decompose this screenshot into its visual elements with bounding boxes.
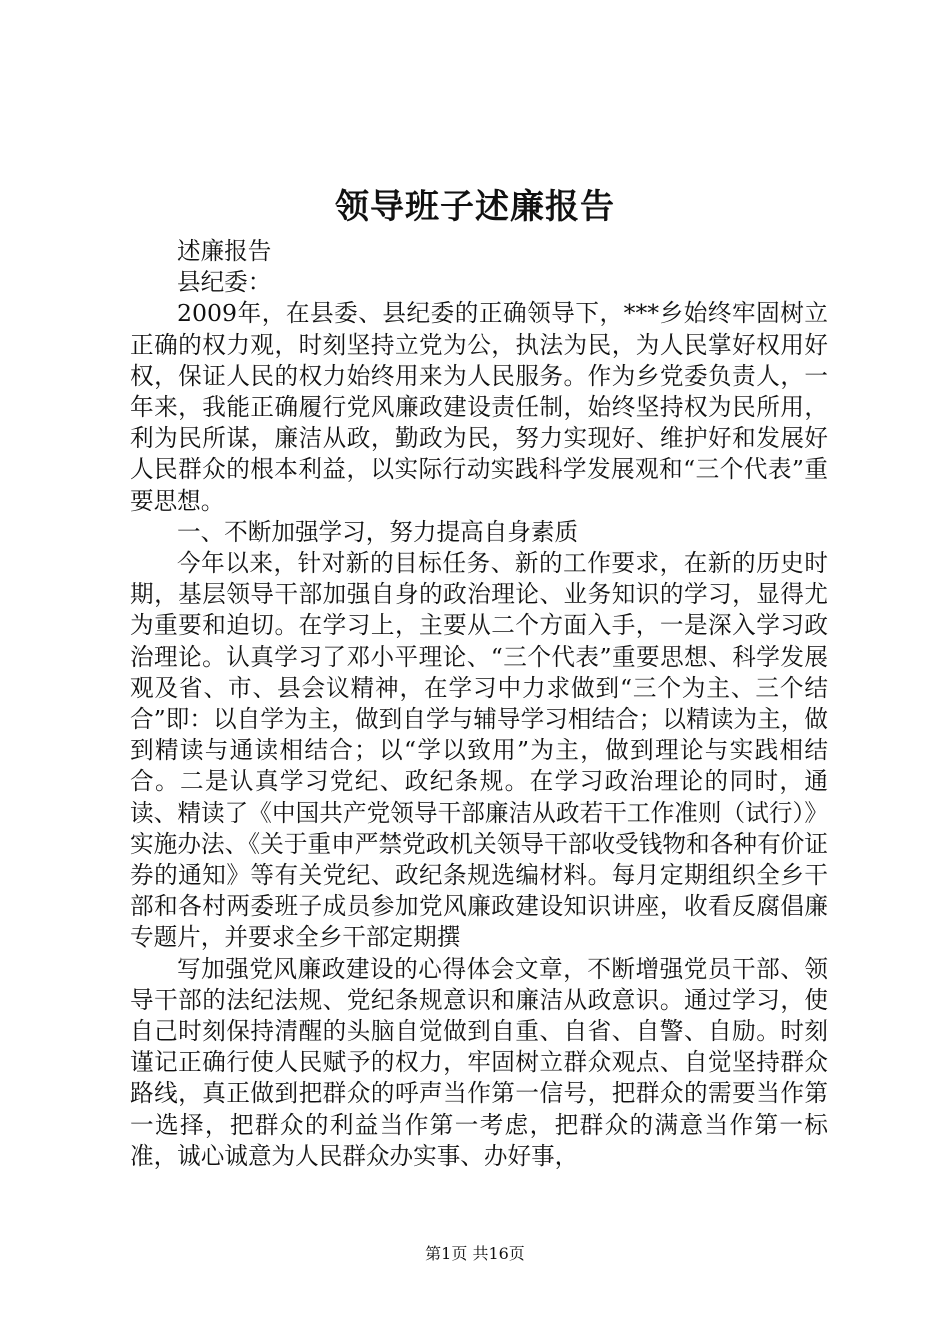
paragraph-salutation: 县纪委： [177,268,272,297]
document-body [130,236,828,1172]
paragraph-continuation: 写加强党风廉政建设的心得体会文章，不断增强党员干部、领导干部的法纪法规、党纪条规意识和廉洁从政意识。通过学习，使自己时刻保持清醒的头脑自觉做到自重、自省、自警、自励。时刻谨记正确行使人民赋予的权力，牢固树立群众观点、自觉坚持群众路线，真正做到把群众的呼声当作第一信号，把群众的需要当作第一选择，把群众的利益当作第一考虑，把群众的满意当作第一标准，诚心诚意为人民群众办实事、办好事， [130,954,828,1170]
paragraph-intro: 2009年，在县委、县纪委的正确领导下，***乡始终牢固树立正确的权力观，时刻坚持立党为公，执法为民，为人民掌好权用好权，保证人民的权力始终用来为人民服务。作为乡党委负责人，一年来，我能正确履行党风廉政建设责任制，始终坚持权为民所用，利为民所谋，廉洁从政，勤政为民，努力实现好、维护好和发展好人民群众的根本利益，以实际行动实践科学发展观和“三个代表”重要思想。 [130,299,828,515]
paragraph-section-heading: 一、不断加强学习，努力提高自身素质 [177,517,579,546]
document-title: 领导班子述廉报告 [335,187,615,227]
paragraph-study: 今年以来，针对新的目标任务、新的工作要求，在新的历史时期，基层领导干部加强自身的政治理论、业务知识的学习，显得尤为重要和迫切。在学习上，主要从二个方面入手，一是深入学习政治理论。认真学习了邓小平理论、“三个代表”重要思想、科学发展观及省、市、县会议精神，在学习中力求做到“三个为主、三个结合”即：以自学为主，做到自学与辅导学习相结合；以精读为主，做到精读与通读相结合；以“学以致用”为主，做到理论与实践相结合。二是认真学习党纪、政纪条规。在学习政治理论的同时，通读、精读了《中国共产党领导干部廉洁从政若干工作准则（试行）》实施办法、《关于重申严禁党政机关领导干部收受钱物和各种有价证券的通知》等有关党纪、政纪条规选编材料。每月定期组织全乡干部和各村两委班子成员参加党风廉政建设知识讲座，收看反腐倡廉专题片，并要求全乡干部定期撰 [130,549,828,952]
page-number: 第1页 共16页 [425,1244,525,1263]
paragraph-heading: 述廉报告 [177,237,272,265]
